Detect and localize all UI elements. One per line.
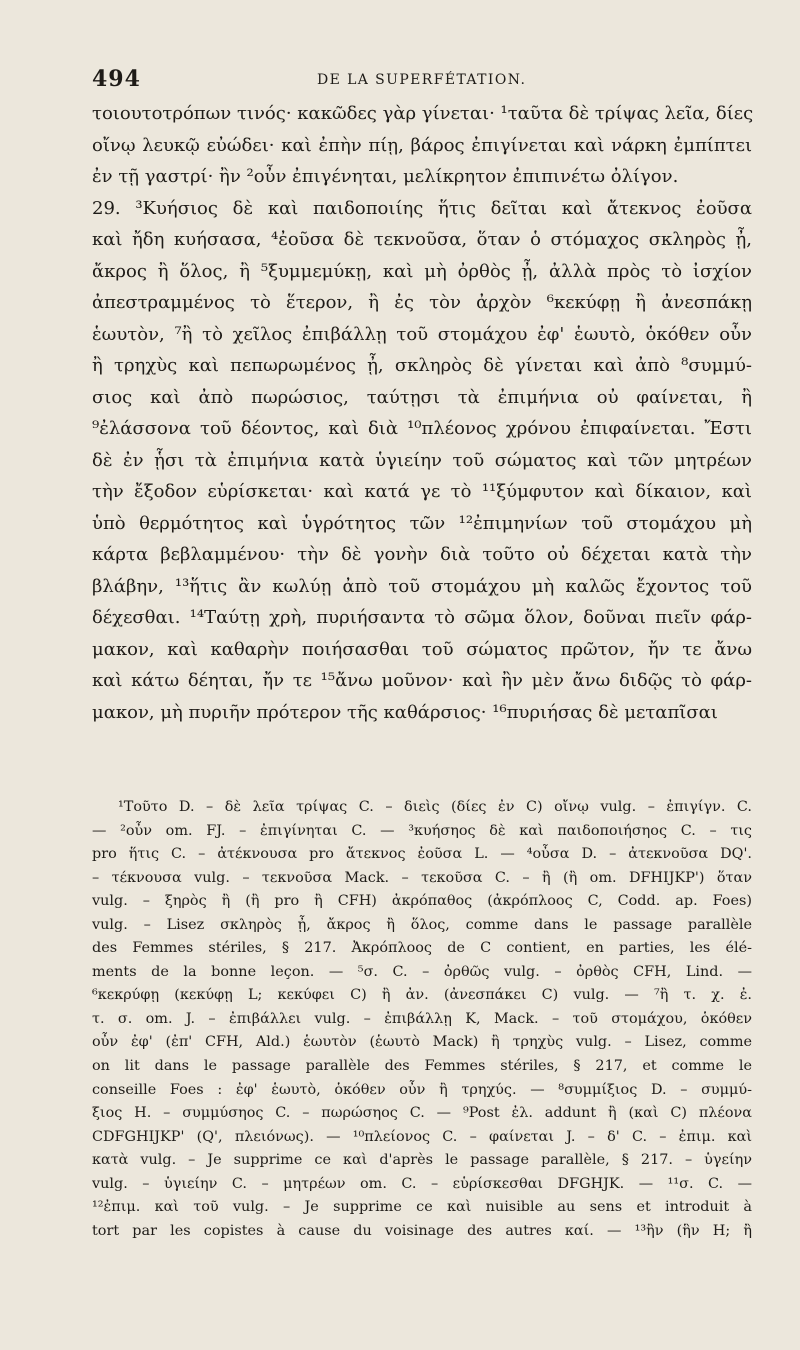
text-line: δὲ ἐν ᾗσι τὰ ἐπιμήνια κατὰ ὑγιείην τοῦ σώματος καὶ τῶν μητρέων [92, 449, 752, 471]
footnote-line: οὖν ἐφ' (ἐπ' CFH, Ald.) ἑωυτὸν (ἑωυτὸ Mack) ἢ τρηχὺς vulg. – Lisez, comme [92, 1034, 752, 1051]
text-line: ⁹ἐλάσσονα τοῦ δέοντος, καὶ διὰ ¹⁰πλέονος χρόνου ἐπιφαίνεται. Ἔστι [92, 418, 752, 439]
text-line: ἐν τῇ γαστρί· ἢν ²οὖν ἐπιγένηται, μελίκρητον ἐπιπινέτω ὀλίγον. [92, 166, 679, 187]
footnotes [92, 796, 752, 1243]
footnote-line: CDFGHIJKP' (Q', πλειόνως). — ¹⁰πλείονος C. – φαίνεται J. – δ' C. – ἐπιμ. καὶ [92, 1128, 752, 1145]
footnote-line: des Femmes stériles, § 217. Ἀκρόπλοος de C contient, en parties, les élé- [92, 940, 752, 957]
footnote-line: ¹Τοῦτο D. – δὲ λεῖα τρίψας C. – διεὶς (δίες ἐν C) οἴνῳ vulg. – ἐπιγίγν. C. [118, 799, 752, 815]
footnote-line: κατὰ vulg. – Je supprime ce καὶ d'après le passage parallèle, § 217. – ὑγείην [92, 1152, 752, 1169]
text-line: τοιουτοτρόπων τινός· κακῶδες γὰρ γίνεται· ¹ταῦτα δὲ τρίψας λεῖα, δίες [92, 103, 754, 124]
text-line: τὴν ἔξοδον εὑρίσκεται· καὶ κατά γε τὸ ¹¹ξύμφυτον καὶ δίκαιον, καὶ [92, 481, 752, 502]
text-line: μακον, καὶ καθαρὴν ποιήσασθαι τοῦ σώματος πρῶτον, ἤν τε ἄνω [92, 638, 752, 660]
text-line: καὶ κάτω δέηται, ἤν τε ¹⁵ἄνω μοῦνον· καὶ ἢν μὲν ἄνω διδῷς τὸ φάρ- [92, 670, 752, 691]
text-line: μακον, μὴ πυριῆν πρότερον τῆς καθάρσιος· ¹⁶πυριήσας δὲ μεταπῖσαι [92, 701, 718, 723]
text-line: κάρτα βεβλαμμένου· τὴν δὲ γονὴν διὰ τοῦτο οὐ δέχεται κατὰ τὴν [92, 544, 752, 565]
text-line: καὶ ἤδη κυήσασα, ⁴ἐοῦσα δὲ τεκνοῦσα, ὅταν ὁ στόμαχος σκληρὸς ᾖ, [92, 229, 752, 250]
footnote-line: vulg. – ξηρὸς ἢ (ἢ pro ἢ CFH) ἀκρόπαθος (ἀκρόπλοος C, Codd. ap. Foes) [92, 893, 752, 910]
text-line: οἴνῳ λευκῷ εὐώδει· καὶ ἐπὴν πίῃ, βάρος ἐπιγίνεται καὶ νάρκη ἐμπίπτει [92, 134, 752, 156]
text-line: ὑπὸ θερμότητος καὶ ὑγρότητος τῶν ¹²ἐπιμηνίων τοῦ στομάχου μὴ [92, 512, 752, 534]
footnote-line: vulg. – ὑγιείην C. – μητρέων om. C. – εὑρίσκεσθαι DFGHJK. — ¹¹σ. C. — [92, 1175, 752, 1192]
footnote-line: pro ἥτις C. – ἀτέκνουσα pro ἄτεκνος ἐοῦσα L. — ⁴οὖσα D. – ἀτεκνοῦσα DQ'. [92, 846, 752, 863]
main-text [92, 98, 752, 728]
footnote-line: ξιος H. – συμμύσηος C. – πωρώσηος C. — ⁹Post ἐλ. addunt ἢ (καὶ C) πλέονα [92, 1105, 752, 1122]
text-line: ἢ τρηχὺς καὶ πεπωρωμένος ᾖ, σκληρὸς δὲ γίνεται καὶ ἀπὸ ⁸συμμύ- [92, 355, 752, 376]
footnote-line: ments de la bonne leçon. — ⁵σ. C. – ὀρθῶς vulg. – ὀρθὸς CFH, Lind. — [92, 963, 752, 980]
footnote-line: ¹²ἐπιμ. καὶ τοῦ vulg. – Je supprime ce καὶ nuisible au sens et introduit à [92, 1199, 752, 1216]
text-line: ἄκρος ἢ ὅλος, ἢ ⁵ξυμμεμύκῃ, καὶ μὴ ὀρθὸς ᾖ, ἀλλὰ πρὸς τὸ ἰσχίον [92, 260, 752, 282]
footnote-line: — ²οὖν om. FJ. – ἐπιγίνηται C. — ³κυήσηος δὲ καὶ παιδοποιήσηος C. – τις [92, 822, 752, 839]
footnote-line: vulg. – Lisez σκληρὸς ᾖ, ἄκρος ἢ ὅλος, comme dans le passage parallèle [92, 916, 752, 933]
running-title: DE LA SUPERFÉTATION. [317, 72, 527, 88]
text-line: ἑωυτὸν, ⁷ἢ τὸ χεῖλος ἐπιβάλλῃ τοῦ στομάχου ἐφ' ἑωυτὸ, ὁκόθεν οὖν [92, 323, 752, 345]
page-header [92, 66, 752, 94]
footnote-line: τ. σ. om. J. – ἐπιβάλλει vulg. – ἐπιβάλλῃ K, Mack. – τοῦ στομάχου, ὁκόθεν [92, 1010, 752, 1027]
page-number: 494 [92, 66, 141, 92]
footnote-line: on lit dans le passage parallèle des Femmes stériles, § 217, et comme le [92, 1058, 752, 1075]
text-line: ἀπεστραμμένος τὸ ἕτερον, ἢ ἐς τὸν ἀρχὸν ⁶κεκύφῃ ἢ ἀνεσπάκῃ [92, 292, 752, 313]
text-line: σιος καὶ ἀπὸ πωρώσιος, ταύτῃσι τὰ ἐπιμήνια οὐ φαίνεται, ἢ [92, 386, 752, 408]
footnote-line: ⁶κεκρύφῃ (κεκύφῃ L; κεκύφει C) ἢ ἀν. (ἀνεσπάκει C) vulg. — ⁷ἢ τ. χ. ἐ. [92, 987, 752, 1004]
footnote-line: conseille Foes : ἐφ' ἑωυτὸ, ὁκόθεν οὖν ἢ τρηχύς. — ⁸συμμίξιος D. – συμμύ- [92, 1081, 752, 1098]
text-line: βλάβην, ¹³ἥτις ἂν κωλύῃ ἀπὸ τοῦ στομάχου μὴ καλῶς ἔχοντος τοῦ [92, 575, 752, 597]
footnote-line: – τέκνουσα vulg. – τεκνοῦσα Mack. – τεκοῦσα C. – ἢ (ἢ om. DFHIJKP') ὅταν [92, 869, 752, 886]
footnote-line: tort par les copistes à cause du voisinage des autres καί. — ¹³ἢν (ἣν H; ἢ [92, 1222, 752, 1239]
text-line: δέχεσθαι. ¹⁴Ταύτῃ χρὴ, πυριήσαντα τὸ σῶμα ὅλον, δοῦναι πιεῖν φάρ- [92, 607, 752, 628]
text-line: 29. ³Κυήσιος δὲ καὶ παιδοποιίης ἥτις δεῖται καὶ ἄτεκνος ἐοῦσα [92, 197, 752, 219]
